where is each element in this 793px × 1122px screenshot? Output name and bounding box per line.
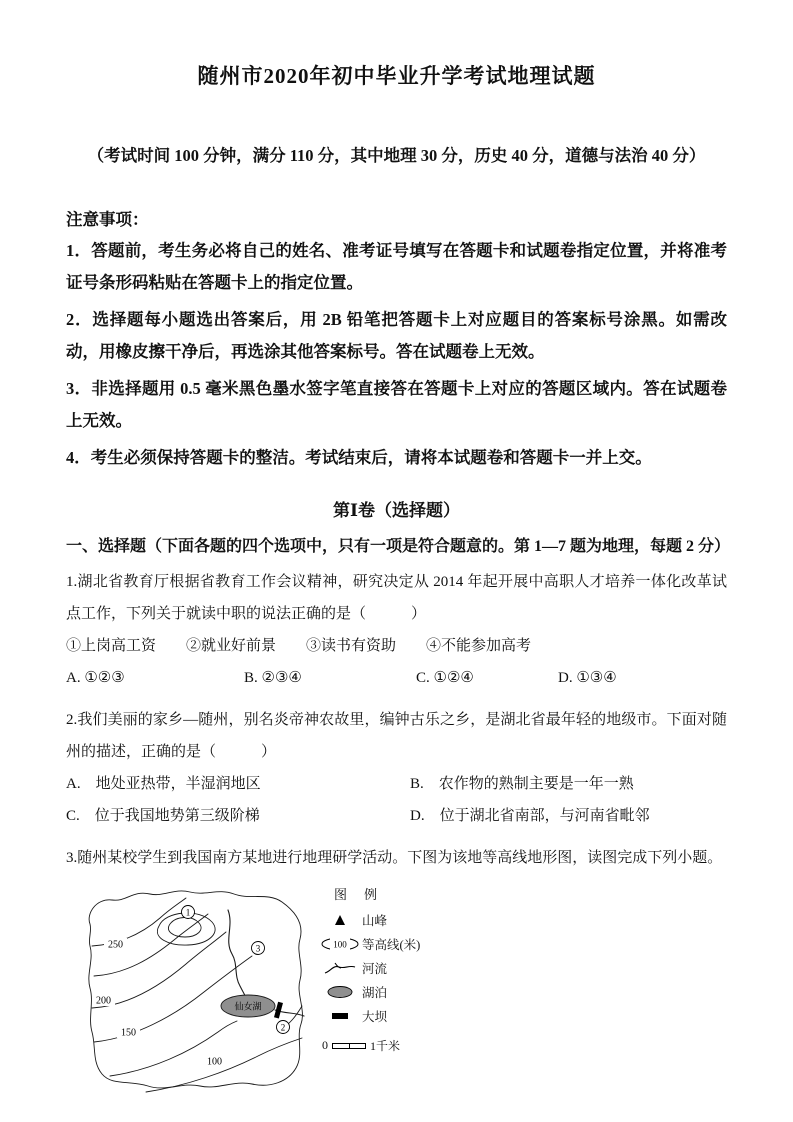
question-3-stem: 3.随州某校学生到我国南方某地进行地理研学活动。下图为该地等高线地形图，读图完成下列小题。 bbox=[66, 850, 723, 866]
question-2-stem: 2.我们美丽的家乡—随州，别名炎帝神农故里，编钟古乐之乡，是湖北省最年轻的地级市。下面对随州的描述，正确的是（ ） bbox=[66, 712, 727, 760]
notice-item-2: 2．选择题每小题选出答案后，用 2B 铅笔把答题卡上对应题目的答案标号涂黑。如需改动，用橡皮擦干净后，再选涂其他答案标号。答在试题卷上无效。 bbox=[66, 310, 727, 361]
legend-item-river bbox=[318, 956, 420, 980]
legend-label: 湖泊 bbox=[362, 986, 388, 1000]
map-scale bbox=[318, 1037, 420, 1054]
peak-icon bbox=[318, 912, 362, 928]
dam-icon bbox=[318, 1008, 362, 1024]
legend-item-lake bbox=[318, 980, 420, 1004]
svg-text:1: 1 bbox=[185, 907, 191, 918]
legend-label: 河流 bbox=[362, 962, 388, 976]
section-title: 第Ⅰ卷（选择题） bbox=[333, 501, 460, 520]
question-2-choices bbox=[66, 768, 727, 832]
legend-label: 山峰 bbox=[362, 914, 388, 928]
legend-item-peak bbox=[318, 908, 420, 932]
notice-item-1: 1．答题前，考生务必将自己的姓名、准考证号填写在答题卡和试题卷指定位置，并将准考证号条形码粘贴在答题卡上的指定位置。 bbox=[66, 241, 727, 292]
question-1-choices bbox=[66, 662, 727, 694]
exam-info: （考试时间 100 分钟，满分 110 分，其中地理 30 分，历史 40 分，道德与法治 40 分） bbox=[87, 146, 706, 165]
scale-bar bbox=[332, 1043, 366, 1049]
question-3 bbox=[66, 842, 727, 1096]
legend-title: 图 例 bbox=[334, 887, 380, 902]
question-1-choice-c: C. ①②④ bbox=[416, 670, 474, 686]
map-marker-1 bbox=[182, 906, 195, 919]
question-2-choice-d: D. 位于湖北省南部，与河南省毗邻 bbox=[410, 808, 650, 824]
contour-map bbox=[82, 884, 314, 1096]
notice-heading: 注意事项： bbox=[66, 210, 149, 229]
question-1-choice-a: A. ①②③ bbox=[66, 670, 125, 686]
map-legend bbox=[318, 884, 420, 1054]
contour-map-figure bbox=[82, 884, 727, 1096]
svg-text:3: 3 bbox=[255, 943, 261, 954]
question-2-choice-b: B. 农作物的熟制主要是一年一熟 bbox=[410, 776, 634, 792]
lake-icon bbox=[318, 984, 362, 1000]
question-1 bbox=[66, 566, 727, 694]
contour-label-150 bbox=[117, 1026, 140, 1039]
notice-item-4: 4．考生必须保持答题卡的整洁。考试结束后，请将本试题卷和答题卡一并上交。 bbox=[66, 448, 652, 467]
legend-label: 大坝 bbox=[362, 1010, 388, 1024]
svg-text:100: 100 bbox=[333, 939, 347, 950]
svg-text:200: 200 bbox=[96, 995, 111, 1007]
contour-label-100 bbox=[203, 1055, 226, 1068]
question-2-choice-a: A. 地处亚热带，半湿润地区 bbox=[66, 776, 261, 792]
question-1-choice-d: D. ①③④ bbox=[558, 670, 617, 686]
legend-item-contour bbox=[318, 932, 420, 956]
contour-line-icon bbox=[318, 936, 362, 952]
river-icon bbox=[318, 960, 362, 976]
svg-text:2: 2 bbox=[280, 1022, 286, 1033]
question-2-choice-c: C. 位于我国地势第三级阶梯 bbox=[66, 808, 260, 824]
svg-text:100: 100 bbox=[207, 1056, 222, 1068]
question-1-stem: 1.湖北省教育厅根据省教育工作会议精神，研究决定从 2014 年起开展中高职人才培养一体化改革试点工作，下列关于就读中职的说法正确的是（ ） bbox=[66, 574, 727, 622]
legend-item-dam bbox=[318, 1004, 420, 1028]
map-marker-2 bbox=[277, 1021, 290, 1034]
question-1-numbered-statements: ①上岗高工资 ②就业好前景 ③读书有资助 ④不能参加高考 bbox=[66, 638, 532, 654]
question-1-choice-b: B. ②③④ bbox=[244, 670, 302, 686]
question-2 bbox=[66, 704, 727, 832]
section-intro: 一、选择题（下面各题的四个选项中，只有一项是符合题意的。第 1—7 题为地理，每题 2 分） bbox=[66, 538, 731, 555]
svg-text:250: 250 bbox=[108, 939, 123, 951]
contour-peak-inner bbox=[168, 917, 201, 937]
river bbox=[228, 910, 246, 998]
notice-item-3: 3．非选择题用 0.5 毫米黑色墨水签字笔直接答在答题卡上对应的答题区域内。答在试题卷上无效。 bbox=[66, 379, 727, 430]
map-marker-3 bbox=[252, 942, 265, 955]
contour-label-200 bbox=[92, 994, 115, 1007]
notice-section bbox=[66, 206, 727, 474]
page-title: 随州市2020年初中毕业升学考试地理试题 bbox=[197, 64, 596, 88]
lake-label: 仙女湖 bbox=[234, 1001, 262, 1012]
scale-start: 0 bbox=[322, 1038, 328, 1052]
legend-label: 等高线(米) bbox=[362, 938, 421, 952]
svg-text:150: 150 bbox=[121, 1027, 136, 1039]
contour-label-250 bbox=[104, 938, 127, 951]
scale-end: 1千米 bbox=[370, 1039, 401, 1053]
